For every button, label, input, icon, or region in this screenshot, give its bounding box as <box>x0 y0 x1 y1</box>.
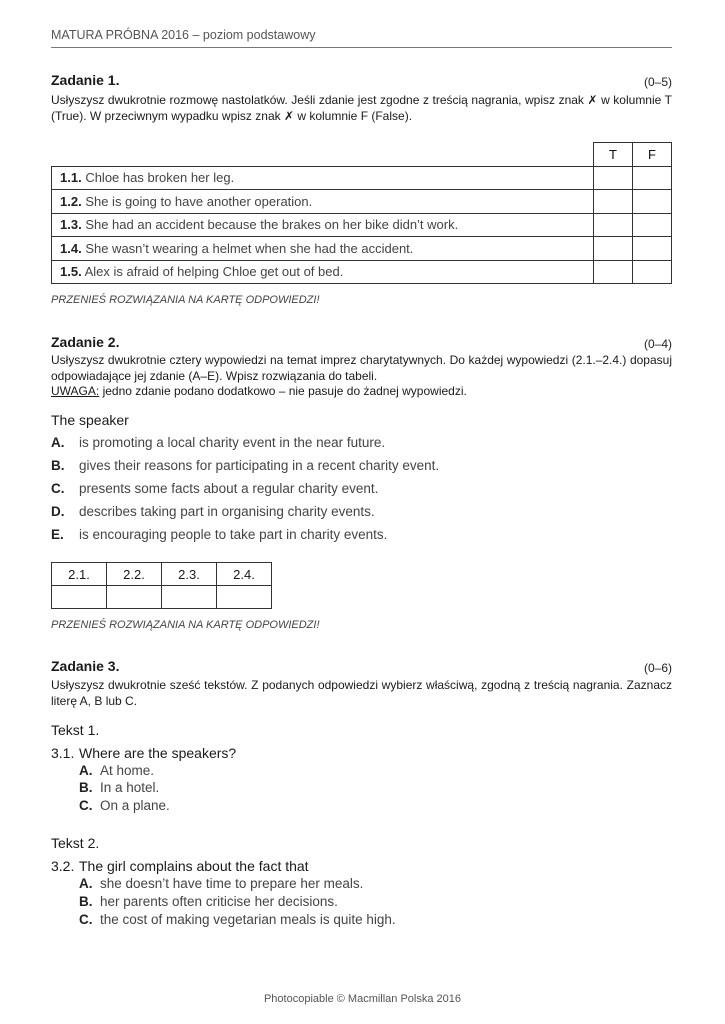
answer-cell-t[interactable] <box>594 190 633 214</box>
option-item <box>51 481 378 496</box>
statement-text: She wasn’t wearing a helmet when she had the accident. <box>85 240 414 256</box>
task1-instruction <box>51 93 672 124</box>
answer-letter: B. <box>79 780 93 795</box>
answer-letter: C. <box>79 912 93 927</box>
text-label: Tekst 2. <box>51 835 100 851</box>
answer-letter: A. <box>79 876 93 891</box>
table-row <box>52 237 672 261</box>
answer-cell-t[interactable] <box>594 166 633 190</box>
matching-table <box>51 562 272 609</box>
task2-title: Zadanie 2. <box>51 334 120 350</box>
option-text: is encouraging people to take part in charity events. <box>79 527 388 542</box>
question-text: Where are the speakers? <box>79 745 237 761</box>
text-label: Tekst 1. <box>51 722 100 738</box>
option-item <box>51 527 387 542</box>
option-text: describes taking part in organising charity events. <box>79 504 375 519</box>
statement-cell <box>52 260 594 284</box>
matching-answer-cell[interactable] <box>107 586 162 609</box>
matching-header: 2.4. <box>217 563 272 586</box>
task1-instruction-text: Usłyszysz dwukrotnie rozmowę nastolatków. Jeśli zdanie jest zgodne z treścią nagrania, wpisz znak ✗ w kolumnie T (True). W przeciwnym wypadku wpisz znak ✗ w kolumnie F (False). <box>51 93 672 123</box>
answer-cell-f[interactable] <box>633 190 672 214</box>
table-row <box>52 260 672 284</box>
option-letter: C. <box>51 481 65 496</box>
task2-instruction-text: Usłyszysz dwukrotnie cztery wypowiedzi na temat imprez charytatywnych. Do każdej wypowiedzi (2.1.–2.4.) dopasuj odpowiadające jej zdanie (A–E). Wpisz rozwiązania do tabeli. <box>51 353 672 383</box>
matching-answer-cell[interactable] <box>217 586 272 609</box>
option-item <box>51 435 385 450</box>
header-divider <box>51 47 672 48</box>
matching-header-row <box>52 563 272 586</box>
statement-number: 1.3. <box>60 217 82 233</box>
task3-instruction <box>51 678 672 709</box>
answer-cell-f[interactable] <box>633 166 672 190</box>
option-letter: B. <box>51 458 65 473</box>
answer-option[interactable] <box>79 894 338 909</box>
matching-answer-row <box>52 586 272 609</box>
option-letter: A. <box>51 435 65 450</box>
statement-number: 1.4. <box>60 240 82 256</box>
matching-answer-cell[interactable] <box>162 586 217 609</box>
table-row <box>52 213 672 237</box>
matching-header: 2.1. <box>52 563 107 586</box>
answer-text: she doesn’t have time to prepare her meals. <box>100 876 364 891</box>
tf-header-blank <box>52 143 594 167</box>
statement-text: Chloe has broken her leg. <box>85 170 235 186</box>
answer-text: her parents often criticise her decisions. <box>100 894 338 909</box>
task3-points: (0–6) <box>643 661 672 675</box>
statement-cell <box>52 237 594 261</box>
answer-letter: C. <box>79 798 93 813</box>
answer-cell-t[interactable] <box>594 213 633 237</box>
table-row <box>52 166 672 190</box>
uwaga-label: UWAGA: <box>51 384 100 398</box>
answer-option[interactable] <box>79 876 363 891</box>
uwaga-text: jedno zdanie podano dodatkowo – nie pasuje do żadnej wypowiedzi. <box>99 384 467 398</box>
answer-cell-f[interactable] <box>633 237 672 261</box>
statement-cell <box>52 213 594 237</box>
matching-answer-cell[interactable] <box>52 586 107 609</box>
answer-cell-t[interactable] <box>594 237 633 261</box>
page-footer: Photocopiable © Macmillan Polska 2016 <box>263 993 462 1005</box>
answer-text: the cost of making vegetarian meals is quite high. <box>100 912 396 927</box>
answer-cell-t[interactable] <box>594 260 633 284</box>
question-number: 3.2. <box>51 858 75 874</box>
statement-text: Alex is afraid of helping Chloe get out of bed. <box>84 264 344 280</box>
answer-letter: B. <box>79 894 93 909</box>
answer-text: At home. <box>100 763 155 778</box>
option-text: gives their reasons for participating in a recent charity event. <box>79 458 440 473</box>
answer-text: On a plane. <box>100 798 170 813</box>
statement-cell <box>52 166 594 190</box>
task1-transfer-note: PRZENIEŚ ROZWIĄZANIA NA KARTĘ ODPOWIEDZI! <box>51 294 320 306</box>
question <box>51 858 309 874</box>
answer-text: In a hotel. <box>100 780 160 795</box>
task2-uwaga <box>51 384 672 400</box>
true-false-table <box>51 142 672 284</box>
task2-points: (0–4) <box>643 337 672 351</box>
answer-cell-f[interactable] <box>633 260 672 284</box>
speaker-intro: The speaker <box>51 412 129 428</box>
statement-number: 1.1. <box>60 170 82 186</box>
task3-instruction-text: Usłyszysz dwukrotnie sześć tekstów. Z podanych odpowiedzi wybierz właściwą, zgodną z treścią nagrania. Zaznacz literę A, B lub C. <box>51 678 672 708</box>
matching-header: 2.2. <box>107 563 162 586</box>
answer-option[interactable] <box>79 763 154 778</box>
answer-option[interactable] <box>79 912 396 927</box>
matching-header: 2.3. <box>162 563 217 586</box>
option-text: is promoting a local charity event in the near future. <box>79 435 386 450</box>
page-header: MATURA PRÓBNA 2016 – poziom podstawowy <box>51 28 316 42</box>
task1-title: Zadanie 1. <box>51 72 120 88</box>
task2-transfer-note: PRZENIEŚ ROZWIĄZANIA NA KARTĘ ODPOWIEDZI! <box>51 619 320 631</box>
question <box>51 745 236 761</box>
answer-option[interactable] <box>79 798 170 813</box>
tf-header-f: F <box>633 143 672 167</box>
task2-instruction <box>51 353 672 400</box>
table-row <box>52 190 672 214</box>
option-text: presents some facts about a regular charity event. <box>79 481 379 496</box>
statement-number: 1.5. <box>60 264 82 280</box>
option-letter: D. <box>51 504 65 519</box>
tf-header-row <box>52 143 672 167</box>
statement-number: 1.2. <box>60 193 82 209</box>
statement-text: She had an accident because the brakes on her bike didn’t work. <box>85 217 459 233</box>
option-item <box>51 504 375 519</box>
option-item <box>51 458 439 473</box>
answer-cell-f[interactable] <box>633 213 672 237</box>
answer-letter: A. <box>79 763 93 778</box>
option-letter: E. <box>51 527 64 542</box>
statement-cell <box>52 190 594 214</box>
question-number: 3.1. <box>51 745 75 761</box>
tf-header-t: T <box>594 143 633 167</box>
question-text: The girl complains about the fact that <box>79 858 309 874</box>
statement-text: She is going to have another operation. <box>85 193 313 209</box>
task3-title: Zadanie 3. <box>51 658 120 674</box>
task1-points: (0–5) <box>643 75 672 89</box>
answer-option[interactable] <box>79 780 159 795</box>
